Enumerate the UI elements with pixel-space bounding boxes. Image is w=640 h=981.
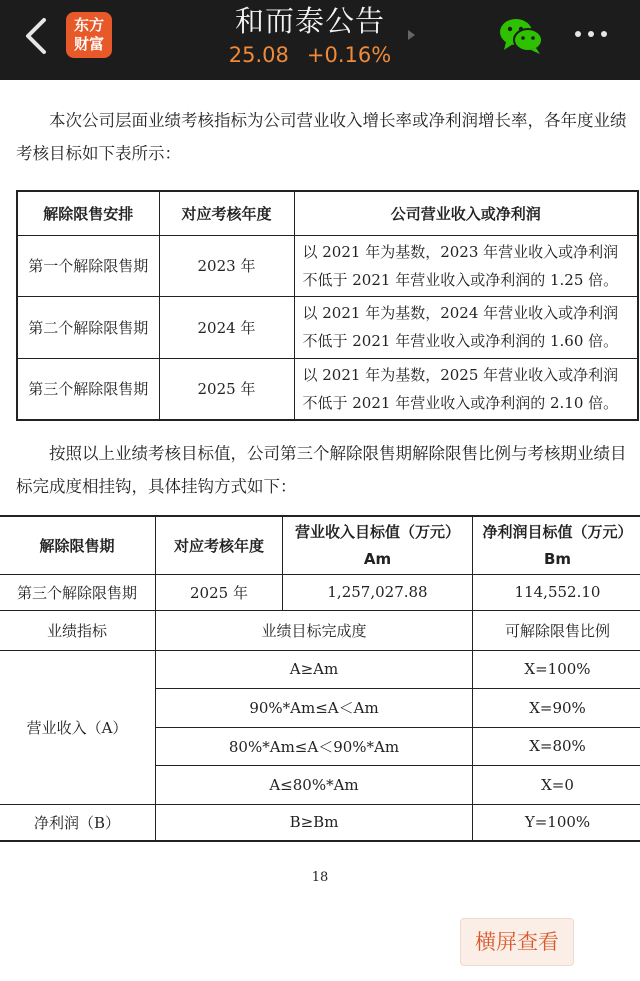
more-dots-icon: [574, 27, 608, 41]
table-row: [0, 650, 640, 688]
wechat-share-button[interactable]: [498, 16, 544, 56]
t1-cell-period: 第三个解除限售期: [17, 358, 159, 420]
chevron-left-icon: [18, 14, 58, 58]
t2-cell-revenue-label: 营业收入（A）: [0, 650, 156, 804]
paragraph-intro: 本次公司层面业绩考核指标为公司营业收入增长率或净利润增长率，各年度业绩考核目标如下表所示：: [16, 111, 627, 163]
t1-cell-year: 2024 年: [159, 296, 294, 358]
page-number: 18: [311, 870, 329, 885]
t2-cell-condition: 80%*Am≤A＜90%*Am: [156, 727, 473, 765]
table-row: [0, 610, 640, 650]
t1-header-target: 公司营业收入或净利润: [294, 191, 638, 235]
t1-cell-target: 以 2021 年为基数，2023 年营业收入或净利润不低于 2021 年营业收入或净利润的 1.25 倍。: [294, 235, 638, 296]
t2-cell-year: 2025 年: [156, 574, 283, 610]
t2-cell-period: 第三个解除限售期: [0, 574, 156, 610]
t2-cell-revenue-target: 1,257,027.88: [283, 574, 473, 610]
t2-header-net-profit: 净利润目标值（万元）: [473, 516, 640, 545]
t2-header-year: 对应考核年度: [156, 516, 283, 574]
t2-cell-condition: A≤80%*Am: [156, 765, 473, 804]
expand-arrow-icon[interactable]: [408, 30, 415, 40]
t2-cell-ratio: Y=100%: [473, 804, 640, 841]
t1-header-year: 对应考核年度: [159, 191, 294, 235]
t2-header-completion: 业绩目标完成度: [156, 610, 473, 650]
assessment-target-table: [16, 190, 639, 421]
t2-cell-condition: 90%*Am≤A＜Am: [156, 688, 473, 727]
t1-cell-year: 2023 年: [159, 235, 294, 296]
stock-title-block[interactable]: [210, 2, 410, 70]
app-header: [0, 0, 640, 80]
t2-header-metric: 业绩指标: [0, 610, 156, 650]
table-row: [0, 804, 640, 841]
t2-cell-ratio: X=90%: [473, 688, 640, 727]
t2-cell-condition: A≥Am: [156, 650, 473, 688]
app-logo[interactable]: [66, 12, 112, 58]
logo-line-2: 财富: [73, 35, 104, 53]
logo-line-1: 东方: [73, 16, 104, 34]
t1-header-arrangement: 解除限售安排: [17, 191, 159, 235]
back-button[interactable]: [18, 14, 58, 58]
table-row: [17, 296, 638, 358]
stock-change: +0.16%: [306, 43, 392, 67]
t1-cell-period: 第二个解除限售期: [17, 296, 159, 358]
t2-header-net-profit-symbol: Bm: [473, 545, 640, 574]
table-row: [0, 574, 640, 610]
t2-cell-ratio: X=0: [473, 765, 640, 804]
t1-cell-target: 以 2021 年为基数，2025 年营业收入或净利润不低于 2021 年营业收入或净利润的 2.10 倍。: [294, 358, 638, 420]
table-row: [17, 358, 638, 420]
t2-cell-ratio: X=100%: [473, 650, 640, 688]
wechat-icon: [498, 16, 544, 56]
t2-cell-net-profit-target: 114,552.10: [473, 574, 640, 610]
t1-cell-year: 2025 年: [159, 358, 294, 420]
t2-header-period: 解除限售期: [0, 516, 156, 574]
more-button[interactable]: [574, 26, 608, 40]
table-row: [17, 235, 638, 296]
stock-quote: [210, 40, 410, 70]
t2-header-ratio: 可解除限售比例: [473, 610, 640, 650]
t2-cell-condition: B≥Bm: [156, 804, 473, 841]
t2-cell-net-profit-label: 净利润（B）: [0, 804, 156, 841]
paragraph-linkage: 按照以上业绩考核目标值，公司第三个解除限售期解除限售比例与考核期业绩目标完成度相挂钩，具体挂钩方式如下：: [16, 444, 627, 496]
t1-cell-period: 第一个解除限售期: [17, 235, 159, 296]
landscape-view-button[interactable]: 横屏查看: [460, 918, 574, 966]
unlock-ratio-table: [0, 515, 640, 842]
t2-header-revenue-symbol: Am: [283, 545, 473, 574]
page-title: 和而泰公告: [234, 4, 385, 38]
t2-header-revenue: 营业收入目标值（万元）: [283, 516, 473, 545]
stock-price: 25.08: [228, 43, 289, 67]
t1-cell-target: 以 2021 年为基数，2024 年营业收入或净利润不低于 2021 年营业收入或净利润的 1.60 倍。: [294, 296, 638, 358]
t2-cell-ratio: X=80%: [473, 727, 640, 765]
